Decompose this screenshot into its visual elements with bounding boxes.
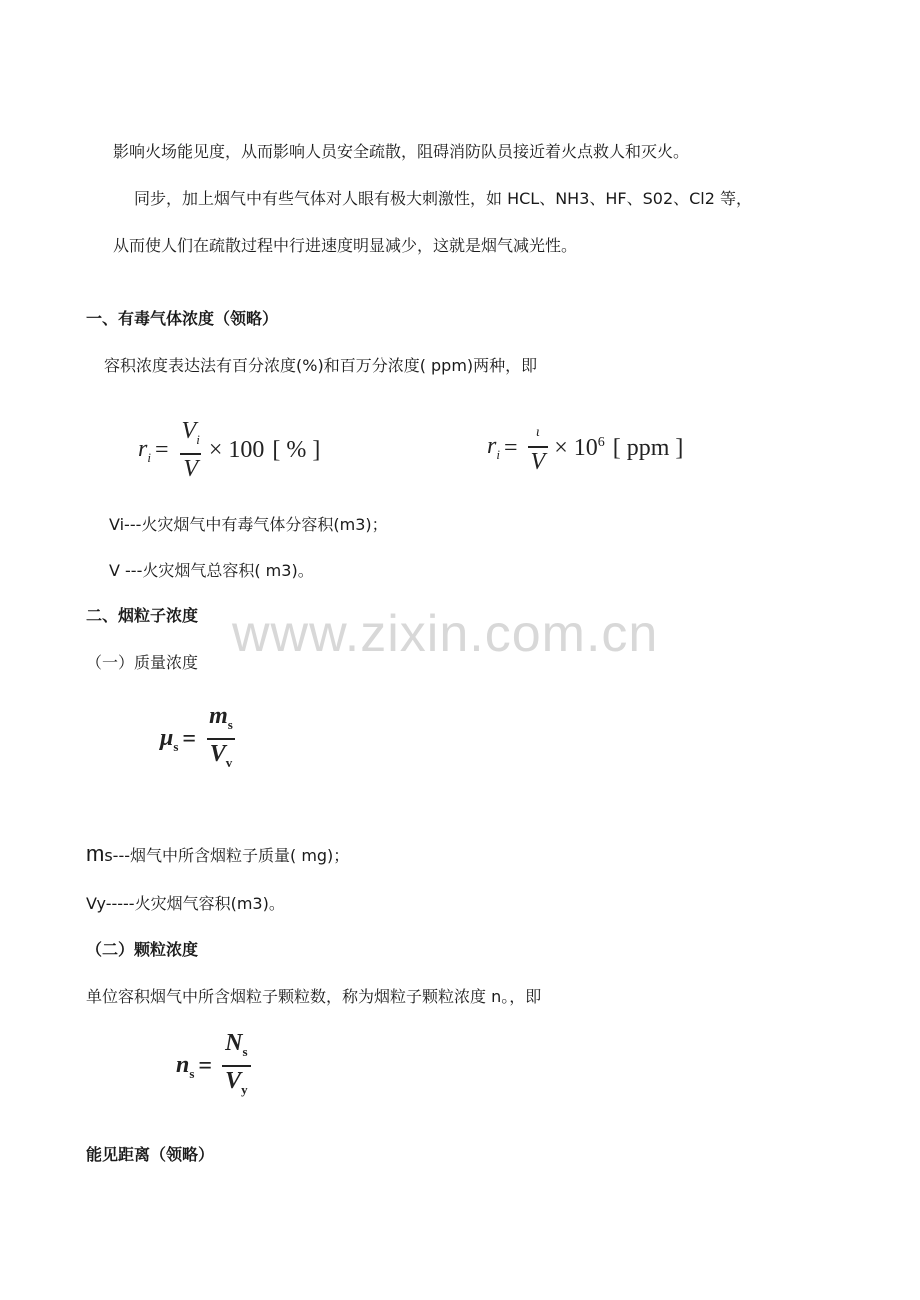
paragraph-line-2: 同步，加上烟气中有些气体对人眼有极大刺激性，如 HCL、NH3、HF、S02、Cl2 等， — [134, 189, 753, 208]
subheading-particle-concentration: （二）颗粒浓度 — [86, 940, 199, 959]
formula-percent-fraction: $\frac{V_i}{V}$ — [181, 418, 200, 482]
formula-percent-concentration: $r_i$ = $\frac{V_i}{V}$ × 100 [ % ] — [138, 418, 321, 482]
definition-vy: Vy-----火灾烟气容积(m3)。 — [86, 894, 285, 913]
formula-percent-unit: [ % ] — [272, 436, 321, 463]
formula-ppm-concentration: $r_i$ = $\frac{\iota}{V}$ × $10^6$ [ ppm ] — [487, 420, 683, 476]
definition-ms: ms---烟气中所含烟粒子质量( mg)； — [86, 841, 350, 866]
section-1-heading: 一、有毒气体浓度（领略） — [86, 309, 279, 328]
formula-ppm-unit: [ ppm ] — [612, 434, 684, 461]
formula-mass-concentration: $\mu_s$ = $\frac{m_s}{V_v}$ — [160, 703, 242, 777]
formula-ppm-fraction: $\frac{\iota}{V}$ — [528, 420, 549, 476]
formula-count-lhs: $n_s$ — [176, 1051, 195, 1081]
formula-count-concentration: $n_s$ = $\frac{N_s}{V_y}$ — [176, 1030, 257, 1104]
formula-percent-lhs: $r_i$ — [138, 435, 151, 465]
subheading-mass-concentration: （一）质量浓度 — [86, 653, 199, 672]
paragraph-line-1: 影响火场能见度，从而影响人员安全疏散，阻碍消防队员接近着火点救人和灭火。 — [113, 142, 690, 161]
formula-count-fraction: $\frac{N_s}{V_y}$ — [222, 1030, 251, 1104]
section-3-heading: 能见距离（领略） — [86, 1145, 215, 1164]
definition-v: V ---火灾烟气总容积( m3)。 — [109, 561, 314, 580]
section-2-heading: 二、烟粒子浓度 — [86, 606, 199, 625]
formula-mass-lhs: $\mu_s$ — [160, 724, 179, 754]
particle-concentration-text: 单位容积烟气中所含烟粒子颗粒数，称为烟粒子颗粒浓度 n。，即 — [86, 987, 542, 1006]
formula-ppm-lhs: $r_i$ — [487, 433, 500, 462]
formula-mass-fraction: $\frac{m_s}{V_v}$ — [206, 703, 236, 777]
watermark: www.zixin.com.cn — [232, 605, 659, 663]
formula-percent-factor: × 100 — [208, 436, 265, 463]
formula-ppm-factor: × $10^6$ — [554, 434, 605, 461]
definition-vi: Vi---火灾烟气中有毒气体分容积(m3)； — [109, 515, 388, 534]
paragraph-line-3: 从而使人们在疏散过程中行进速度明显减少，这就是烟气减光性。 — [113, 236, 578, 255]
section-1-intro: 容积浓度表达法有百分浓度(%)和百万分浓度( ppm)两种，即 — [104, 356, 538, 375]
